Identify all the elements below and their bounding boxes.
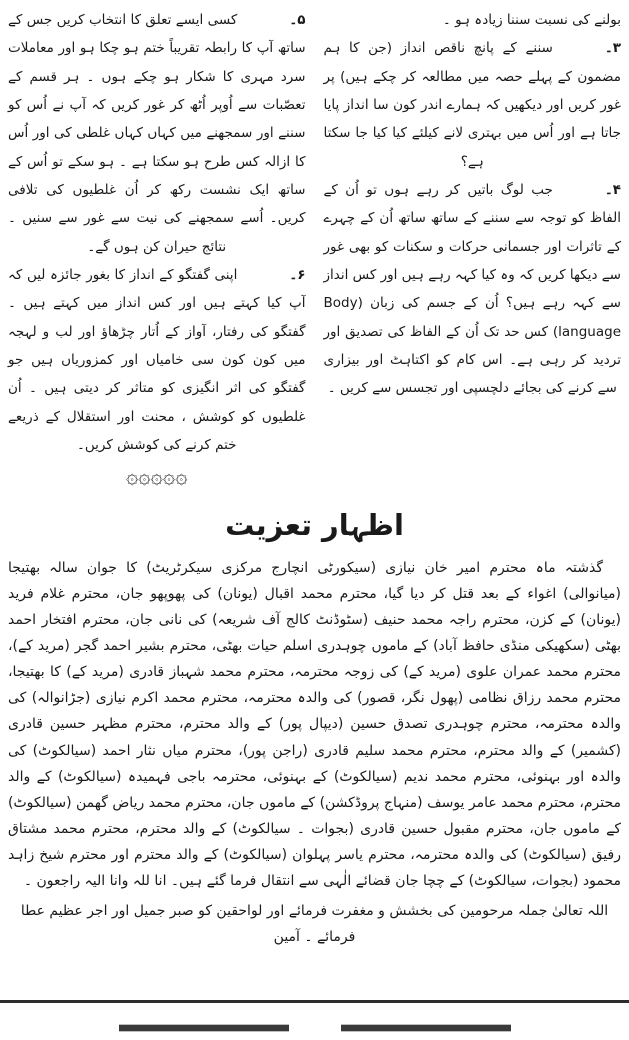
list-item-4 <box>324 176 622 403</box>
item-number: ۳۔ <box>604 40 621 57</box>
item-text: جب لوگ باتیں کر رہے ہوں تو اُن کے الفاظ کو توجہ سے سننے کے ساتھ ساتھ اُن کے چہرے کے تاثرات اور جسمانی حرکات و سکنات کو بھی غور سے دیکھا کریں کہ وہ کیا کہہ رہے ہیں اور کس انداز سے کہہ رہے ہیں؟ اُن کے جسم کی زبان (Body language) کس حد تک اُن کے الفاظ کی تصدیق اور تردید کر رہی ہے۔ اس کام کو اکتاہٹ اور بیزاری سے کرنے کی بجائے دلچسپی اور تجسس سے کریں ۔ <box>323 182 621 397</box>
list-item-6 <box>8 261 306 459</box>
two-column-section <box>0 0 629 489</box>
page-footer <box>0 1000 629 1040</box>
footer-rule <box>0 1000 629 1003</box>
footer-bars <box>0 1025 629 1031</box>
item-text: کسی ایسے تعلق کا انتخاب کریں جس کے ساتھ آپ کا رابطہ تقریباً ختم ہو چکا ہو اور معاملات سرد مہری کا شکار ہو چکے ہوں ۔ ہر قسم کے تعصّبات سے اُوپر اُٹھ کر غور کریں کہ آپ نے اُس کو سننے اور سمجھنے میں کہاں کہاں غلطی کی اور اُس کا ازالہ کس طرح ہو سکتا ہے ۔ ہو سکے تو اُس کے ساتھ ایک نشست رکھ کر اُن غلطیوں کی تلافی کریں۔ اُسے سمجھنے کی نیت سے غور سے سنیں ۔ نتائج حیران کن ہوں گے۔ <box>8 12 306 255</box>
flower-ornament-icons: ۞۞۞۞۞ <box>125 463 188 488</box>
page-title: اظہار تعزیت <box>225 507 404 542</box>
list-item-3 <box>324 34 622 176</box>
list-item-5 <box>8 6 306 261</box>
right-column-intro-line: بولنے کی نسبت سننا زیادہ ہو ۔ <box>442 12 621 28</box>
item-number: ۶۔ <box>289 267 306 284</box>
item-text: سننے کے پانچ ناقص انداز (جن کا ہم مضمون کے پہلے حصہ میں مطالعہ کر چکے ہیں) پر غور کریں اور دیکھیں کہ ہمارے اندر کون سا انداز پایا جاتا ہے اور اُس میں بہتری لانے کیلئے کیا کیا جا سکتا ہے؟ <box>323 40 621 170</box>
obituary-paragraph: گذشتہ ماہ محترم امیر خان نیازی (سیکورٹی انچارج مرکزی سیکرٹریٹ) کا جوان سالہ بھتیجا (میانوالی) اغواء کے بعد قتل کر دیا گیا، محترم محمد اقبال (یونان) کی پھوپھو جان، محترم غلام فرید (یونان) کے کزن، محترم راجہ محمد حنیف (سٹوڈنٹ کالج آف شریعہ) کی نانی جان، محترم افتخار احمد بھٹی (سکھیکی منڈی حافظ آباد) کے ماموں چوہدری اسلم حیات بھٹی، محترم بشیر احمد گجر (مرید کے)، محترم محمد عمران علوی (مرید کے) کی زوجہ محترمہ، محترم محمد شہباز قادری (مرید کے) کا بھتیجا، محترم محمد رزاق نظامی (پھول نگر، قصور) کی والدہ محترمہ، محترم محمد اکرم نیازی (جڑانوالہ) کی والدہ محترمہ، محترم چوہدری تصدق حسین (دیپال پور) کے والد محترم، محترم مظہر حسین قادری (کشمیر) کے والد محترم، محترم محمد سلیم قادری (راجن پور)، محترم میاں نثار احمد (سیالکوٹ) کی والدہ اور بہنوئی، محترم محمد ندیم (سیالکوٹ) کے بہنوئی، محترمہ باجی فہمیدہ (سیالکوٹ) کے والد محترم، محترم محمد عامر یوسف (منہاج پروڈکشن) کے ماموں جان، محترم محمد ریاض گھمن (سیالکوٹ) کے ماموں جان، محترم مقبول حسین قادری (بجوات ۔ سیالکوٹ) کے والد محترم، محترم محمد مشتاق رفیق (سیالکوٹ) کی والدہ محترمہ، محترم یاسر پہلوان (سیالکوٹ) کے والد محترم اور محترم شیخ زاہد محمود (بجوات، سیالکوٹ) کے چچا جان قضائے الٰہی سے انتقال فرما گئے ہیں۔ انا للہ وانا الیہ راجعون ۔ <box>8 560 621 889</box>
item-number: ۴۔ <box>604 182 621 199</box>
footer-bar-left <box>119 1025 289 1031</box>
left-column <box>8 6 306 489</box>
item-number: ۵۔ <box>289 12 306 28</box>
item-text: اپنی گفتگو کے انداز کا بغور جائزہ لیں کہ آپ کیا کہتے ہیں اور کس انداز میں کہتے ہیں ۔ گفتگو کی رفتار، آواز کے اُتار چڑھاؤ اور لب و لہجہ میں کون کون سی خامیاں اور کمزوریاں ہیں جو گفتگو کی اثر انگیزی کو متاثر کر دیتی ہیں ۔ اُن غلطیوں کو کوشش ، محنت اور استقلال کے ذریعے ختم کرنے کی کوشش کریں۔ <box>8 267 306 454</box>
right-column <box>324 6 622 489</box>
footer-bar-right <box>341 1025 511 1031</box>
prayer-line: اللہ تعالیٰ جملہ مرحومین کی بخشش و مغفرت فرمائے اور لواحقین کو صبر جمیل اور اجر عظیم عطا فرمائے ۔ آمین <box>20 902 609 946</box>
